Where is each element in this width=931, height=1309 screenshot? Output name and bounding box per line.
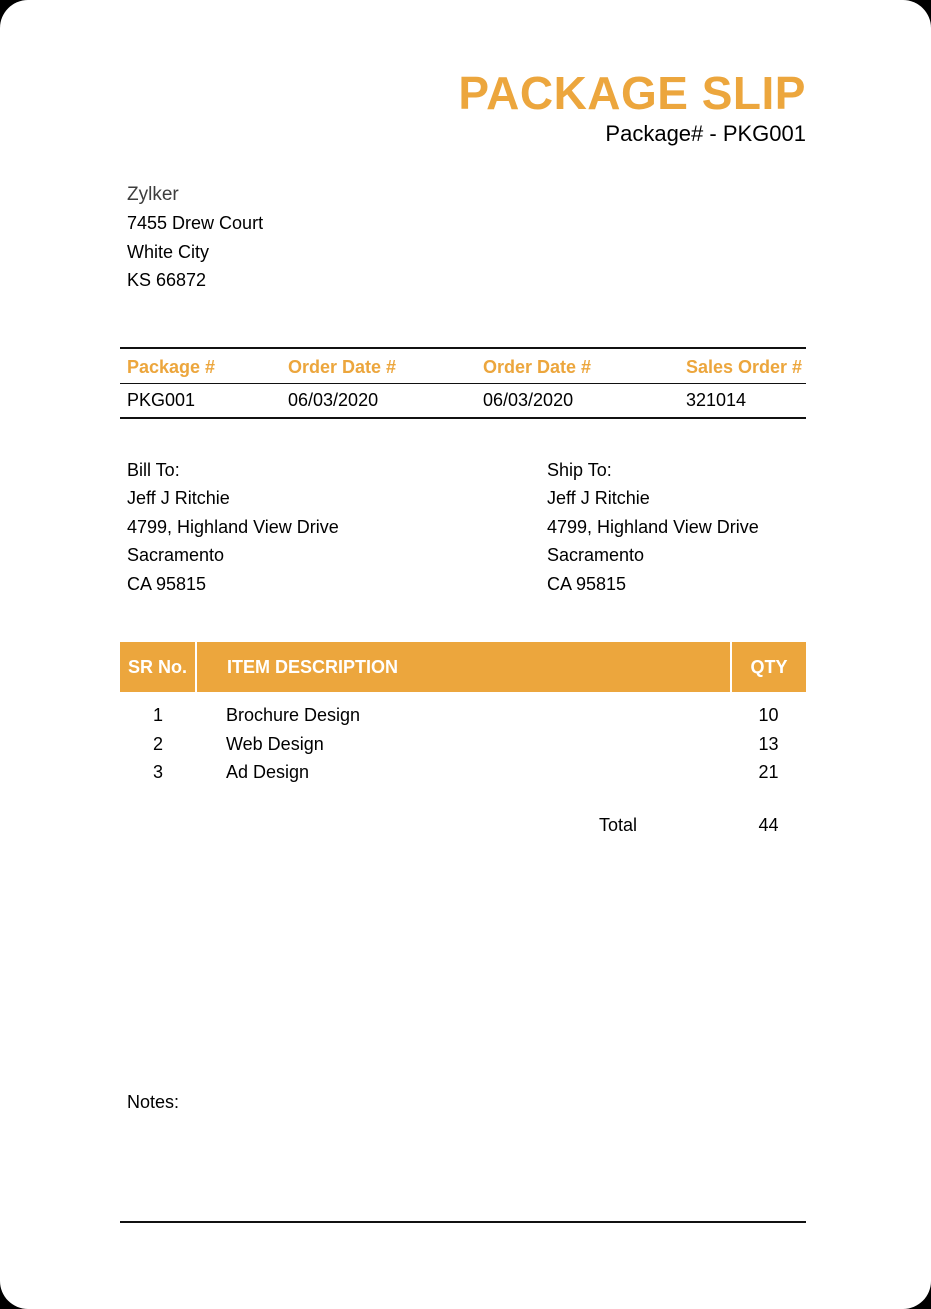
package-info-header: Order Date #	[476, 348, 679, 384]
sales-order-value: 321014	[686, 389, 747, 410]
items-header-qty: QTY	[731, 642, 806, 692]
package-number: Package# - PKG001	[605, 121, 806, 146]
package-info-header: Package #	[120, 348, 281, 384]
ship-to-line: 4799, Highland View Drive	[547, 516, 759, 537]
item-row	[120, 758, 806, 787]
items-header-row	[120, 642, 806, 692]
item-qty: 10	[758, 705, 779, 725]
item-sr: 1	[152, 705, 163, 725]
item-description: Web Design	[226, 733, 324, 754]
order-date-value: 06/03/2020	[483, 389, 574, 410]
company-address-line: 7455 Drew Court	[127, 213, 264, 233]
document-title: PACKAGE SLIP	[458, 67, 806, 119]
bill-to-line: CA 95815	[127, 573, 207, 594]
package-info-table	[120, 347, 806, 419]
item-sr: 3	[152, 762, 163, 783]
bill-to-block	[120, 456, 540, 599]
total-qty-value: 44	[758, 814, 779, 835]
bill-to-line: Sacramento	[127, 545, 225, 565]
items-header-sr: SR No.	[120, 642, 196, 692]
item-qty: 21	[758, 762, 779, 783]
company-block	[120, 180, 806, 295]
addresses-section	[120, 456, 806, 599]
company-address-line: White City	[127, 241, 210, 262]
package-number-value: PKG001	[127, 389, 196, 410]
package-info-header: Order Date #	[281, 348, 476, 384]
order-date-value: 06/03/2020	[288, 389, 379, 410]
document-header	[120, 68, 806, 149]
item-row	[120, 730, 806, 759]
total-label: Total	[598, 814, 637, 835]
notes-label: Notes:	[127, 1091, 180, 1112]
bill-to-line: 4799, Highland View Drive	[127, 516, 339, 537]
ship-to-block	[540, 456, 806, 599]
ship-to-label: Ship To:	[547, 459, 612, 480]
item-row	[120, 692, 806, 730]
company-address-line: KS 66872	[127, 270, 207, 290]
page-content	[120, 0, 806, 1223]
item-sr: 2	[152, 733, 163, 754]
item-qty: 13	[758, 733, 779, 754]
package-info-header: Sales Order #	[679, 348, 806, 384]
total-row	[120, 811, 806, 839]
item-description: Ad Design	[226, 762, 310, 783]
footer-divider	[120, 1221, 806, 1223]
ship-to-line: Jeff J Ritchie	[547, 488, 650, 508]
ship-to-line: Sacramento	[547, 545, 645, 565]
company-name: Zylker	[127, 184, 179, 205]
bill-to-label: Bill To:	[127, 459, 180, 480]
items-header-description: ITEM DESCRIPTION	[196, 642, 731, 692]
ship-to-line: CA 95815	[547, 573, 627, 594]
package-info-value-row	[120, 383, 806, 418]
item-description: Brochure Design	[226, 705, 361, 725]
items-table	[120, 642, 806, 787]
package-info-header-row	[120, 348, 806, 384]
bill-to-line: Jeff J Ritchie	[127, 488, 230, 508]
